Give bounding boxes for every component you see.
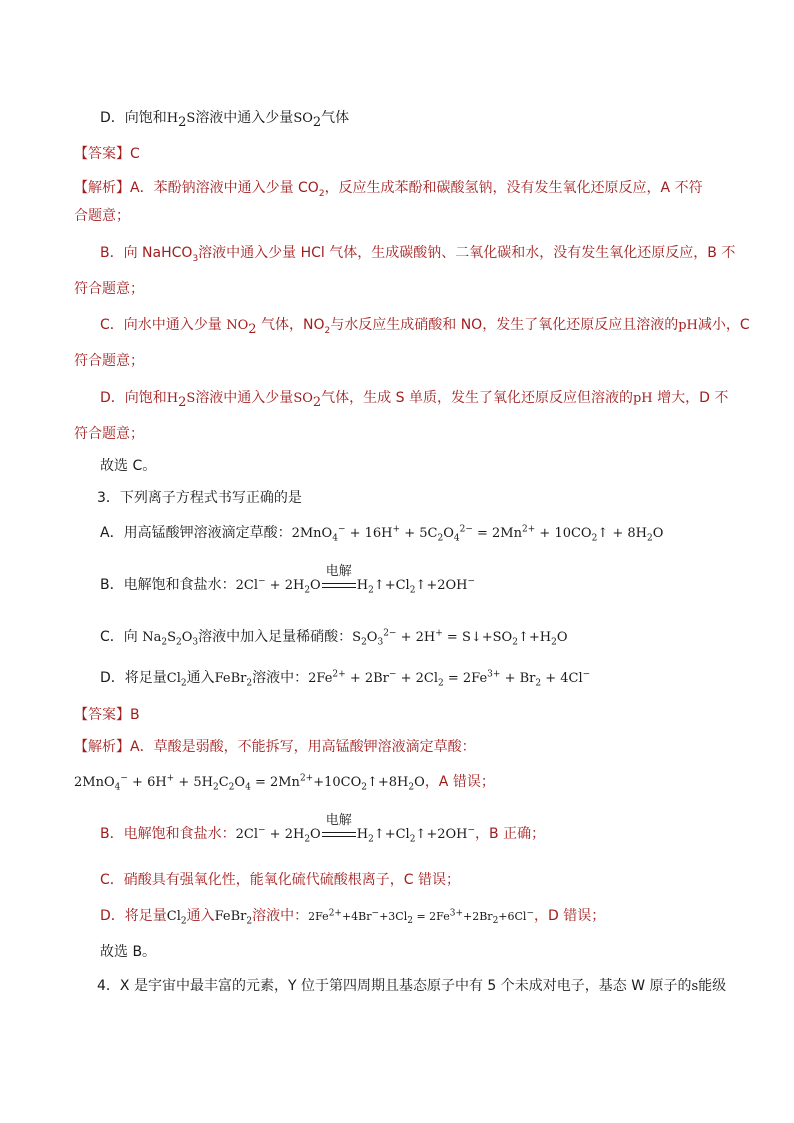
q3-option-a-equation: $2MnO_4^- + 16H^+ + 5C_2O_4^{2-} = 2Mn^{2+}$ + $10CO_2↑ + 8H_2O$ (291, 524, 664, 544)
q2-analysis-c-cont: 符合题意； (74, 353, 144, 369)
q3-option-b: B．电解饱和食盐水：$2Cl^- + 2H_2O$ 电解 $H_2↑+Cl_2↑+2OH^-$ (100, 564, 476, 596)
q3-option-a: A．用高锰酸钾溶液滴定草酸：$2MnO_4^- + 16H^+ + 5C_2O_4^{2-} = 2Mn^{2+}$ + $10CO_2↑ + 8H_2O$ (100, 524, 664, 544)
q2-analysis-b-cont: 符合题意； (74, 281, 144, 297)
q3-answer: 【答案】B (74, 707, 140, 723)
q2-analysis-a: 【解析】A．苯酚钠溶液中通入少量 $CO_2$，反应生成苯酚和碳酸氢钠，没有发生氧化还原反应，A 不符 (74, 180, 703, 199)
q3-analysis-d: D．将足量$Cl_2$通入FeBr$_2$溶液中：$2Fe^{2+}+4Br^-+3Cl_2 = 2Fe^{3+}+2Br_2+6Cl^-$，D 错误； (100, 908, 606, 927)
q4-stem: 4．X 是宇宙中最丰富的元素，Y 位于第四周期且基态原子中有 5 个未成对电子，基态 W 原子的s能级 (97, 978, 727, 994)
q3-option-c: C．向 $Na_2S_2O_3$溶液中加入足量稀硝酸：$S_2O_3^{2-} + 2H^+$ = $S↓+SO_2↑+H_2O$ (100, 628, 568, 648)
q3-option-d: D．将足量$Cl_2$通入FeBr$_2$溶液中：$2Fe^{2+} + 2Br^- + 2Cl_2 = 2Fe^{3+} + Br_2 + 4Cl^-$ (100, 669, 591, 689)
q2-analysis-d: D．向饱和$H_2S$溶液中通入少量$SO_2$气体，生成 S 单质，发生了氧化还原反应但溶液的pH 增大，D 不 (100, 390, 729, 410)
q3-option-b-equation: $2Cl^- + 2H_2O$ 电解 $H_2↑+Cl_2↑+2OH^-$ (235, 564, 476, 596)
q3-analysis-c: C．硝酸具有强氧化性，能氧化硫代硫酸根离子，C 错误； (100, 872, 460, 888)
q2-analysis-d-cont: 符合题意； (74, 426, 144, 442)
q3-analysis-a: 【解析】A．草酸是弱酸，不能拆写，用高锰酸钾溶液滴定草酸： (74, 739, 476, 755)
q3-stem: 3．下列离子方程式书写正确的是 (97, 490, 302, 506)
q2-conclusion: 故选 C。 (100, 458, 157, 474)
q3-option-c-equation: $S_2O_3^{2-} + 2H^+$ = $S↓+SO_2↑+H_2O$ (352, 628, 568, 648)
q2-analysis-c: C．向水中通入少量 $NO_2$ 气体，$NO_2$与水反应生成硝酸和 NO，发生了氧化还原反应且溶液的pH减小，C (100, 317, 750, 337)
q2-analysis-b: B．向 NaHCO$_3$溶液中通入少量 HCl 气体，生成碳酸钠、二氧化碳和水，没有发生氧化还原反应，B 不 (100, 245, 736, 264)
q2-answer: 【答案】C (74, 146, 140, 162)
q2-option-d: D．向饱和$H_2S$溶液中通入少量$SO_2$气体 (100, 110, 350, 130)
q3-analysis-a-equation: $2MnO_4^- + 6H^+ + 5H_2C_2O_4$ = $2Mn^{2+}+10CO_2↑+8H_2O$，A 错误； (74, 773, 495, 793)
electrolysis-condition: 电解 (322, 576, 356, 596)
q2-analysis-a-cont: 合题意； (74, 208, 130, 224)
q3-analysis-b: B．电解饱和食盐水：$2Cl^- + 2H_2O$ 电解 $H_2↑+Cl_2↑+2OH^-$，B 正确； (100, 813, 546, 845)
electrolysis-condition-analysis: 电解 (322, 825, 356, 845)
q3-option-d-equation: $2Fe^{2+} + 2Br^- + 2Cl_2 = 2Fe^{3+} + Br_2 + 4Cl^-$ (308, 669, 591, 689)
q3-conclusion: 故选 B。 (100, 944, 157, 960)
